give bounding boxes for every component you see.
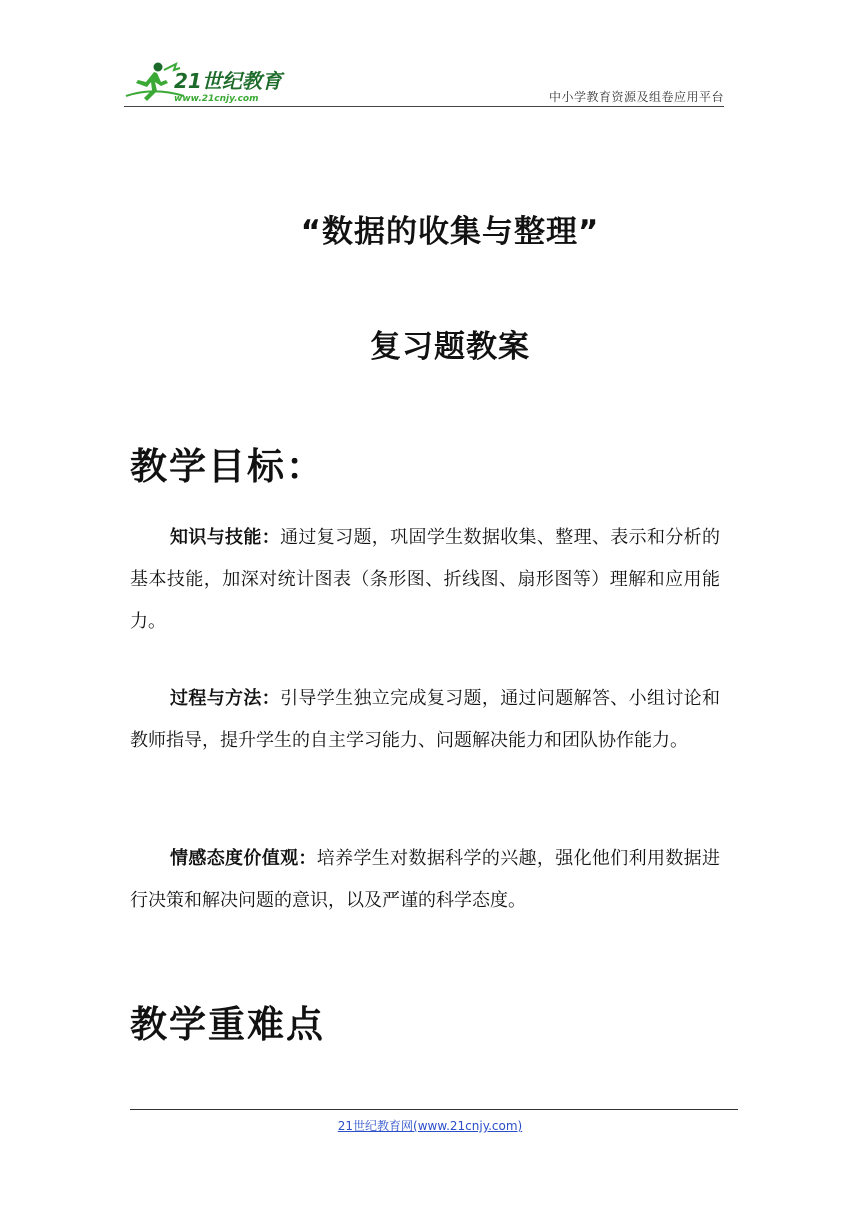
site-logo[interactable]	[124, 60, 296, 104]
logo-text: 21世纪教育	[174, 69, 282, 93]
paragraph-lead: 过程与方法：	[170, 688, 281, 709]
paragraph-knowledge-skills	[130, 517, 720, 643]
section-heading-key-difficulties: 教学重难点	[130, 1003, 325, 1046]
paragraph-text: 通过复习题，巩固学生数据收集、整理、表示和分析的基本技能，加深对统计图表（条形图、折线图、扇形图等）理解和应用能力。	[130, 527, 721, 632]
platform-name: 中小学教育资源及组卷应用平台	[548, 90, 724, 104]
section-heading-objectives: 教学目标：	[130, 445, 325, 488]
paragraph-attitude-values	[130, 838, 720, 922]
paragraph-text: 培养学生对数据科学的兴趣，强化他们利用数据进行决策和解决问题的意识，以及严谨的科学态度。	[130, 848, 721, 911]
header-divider	[124, 106, 724, 107]
paragraph-text: 引导学生独立完成复习题，通过问题解答、小组讨论和教师指导，提升学生的自主学习能力、问题解决能力和团队协作能力。	[130, 688, 721, 751]
logo-url: www.21cnjy.com	[174, 94, 259, 104]
document-title-line1: “数据的收集与整理”	[300, 214, 600, 250]
page-header	[124, 58, 724, 106]
footer-site-link[interactable]: 21世纪教育网(www.21cnjy.com)	[337, 1119, 523, 1133]
paragraph-lead: 知识与技能：	[170, 527, 281, 548]
footer-divider	[130, 1109, 738, 1110]
paragraph-lead: 情感态度价值观：	[170, 848, 317, 869]
paragraph-process-methods	[130, 678, 720, 762]
document-title-line2: 复习题教案	[370, 329, 530, 365]
